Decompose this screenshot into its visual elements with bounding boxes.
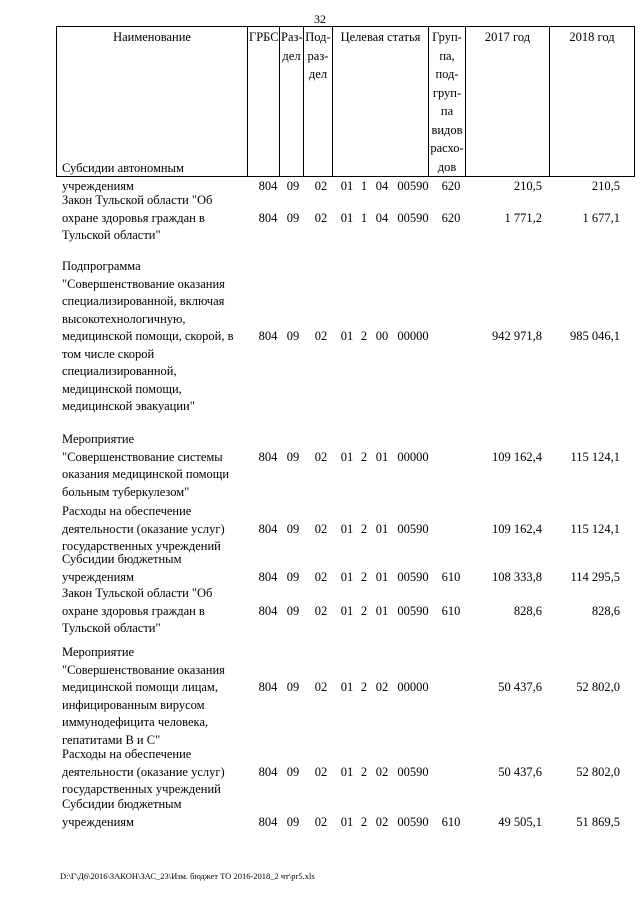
row-amount-2018: 115 124,1 <box>570 449 620 464</box>
row-target-direction: 00000 <box>397 449 429 464</box>
row-name: Расходы на обеспечение деятельности (оказание услуг) государственных учреждений <box>62 504 225 553</box>
row-target-direction: 00590 <box>397 603 429 618</box>
row-target-event: 01 <box>375 521 389 536</box>
row-amount-2018: 1 677,1 <box>582 210 620 225</box>
row-razdel: 09 <box>286 680 300 694</box>
row-target-program: 01 <box>340 680 354 694</box>
row-podrazdel: 02 <box>314 764 328 779</box>
row-grbs: 804 <box>258 764 278 779</box>
row-amount-2017: 210,5 <box>513 178 542 193</box>
row-amount-2018: 828,6 <box>591 603 620 618</box>
row-amount-2018: 52 802,0 <box>576 680 620 694</box>
row-razdel: 09 <box>286 521 300 536</box>
row-amount-2017: 50 437,6 <box>498 764 542 779</box>
row-expense-group: 620 <box>441 210 461 225</box>
row-target-event: 01 <box>375 603 389 618</box>
row-amount-2017: 50 437,6 <box>498 680 542 694</box>
row-amount-2017: 49 505,1 <box>498 814 542 829</box>
row-name: Субсидии автономным учреждениям <box>62 161 184 193</box>
row-podrazdel: 02 <box>314 178 328 193</box>
row-target-event: 02 <box>375 764 389 779</box>
row-grbs: 804 <box>258 569 278 584</box>
row-target-subprogram: 2 <box>360 329 368 343</box>
row-amount-2017: 1 771,2 <box>504 210 542 225</box>
row-amount-2018: 114 295,5 <box>570 569 620 584</box>
row-target-subprogram: 1 <box>360 210 368 225</box>
row-expense-group: 610 <box>441 569 461 584</box>
row-razdel: 09 <box>286 329 300 343</box>
row-name: Закон Тульской области "Об охране здоровья граждан в Тульской области" <box>62 586 213 635</box>
row-target-subprogram: 2 <box>360 569 368 584</box>
row-target-event: 00 <box>375 329 389 343</box>
row-razdel: 09 <box>286 764 300 779</box>
header-grbs: ГРБС <box>248 27 280 177</box>
row-name: Субсидии бюджетным учреждениям <box>62 552 182 584</box>
row-target-program: 01 <box>340 210 354 225</box>
row-amount-2018: 52 802,0 <box>576 764 620 779</box>
row-grbs: 804 <box>258 329 278 343</box>
row-target-event: 04 <box>375 210 389 225</box>
row-podrazdel: 02 <box>314 210 328 225</box>
row-target-event: 01 <box>375 449 389 464</box>
row-grbs: 804 <box>258 603 278 618</box>
row-podrazdel: 02 <box>314 569 328 584</box>
row-amount-2017: 942 971,8 <box>492 329 542 343</box>
row-razdel: 09 <box>286 814 300 829</box>
row-target-program: 01 <box>340 178 354 193</box>
row-target-program: 01 <box>340 449 354 464</box>
row-name: Субсидии бюджетным учреждениям <box>62 797 182 829</box>
row-target-program: 01 <box>340 569 354 584</box>
row-expense-group: 610 <box>441 603 461 618</box>
row-name: Мероприятие "Совершенствование оказания медицинской помощи лицам, инфицированным вирусом иммунодефицита человека, гепатитами В и С" <box>62 645 225 747</box>
row-target-direction: 00590 <box>397 521 429 536</box>
header-target: Целевая статья <box>333 27 429 177</box>
page-number: 32 <box>314 12 326 26</box>
row-razdel: 09 <box>286 569 300 584</box>
row-target-subprogram: 2 <box>360 521 368 536</box>
row-razdel: 09 <box>286 449 300 464</box>
row-target-program: 01 <box>340 329 354 343</box>
row-target-direction: 00590 <box>397 814 429 829</box>
row-name: Подпрограмма "Совершенствование оказания специализированной, включая высокотехнологичную, медицинской помощи, скорой, в том числе скорой специализированной, медицинской помощи, медицинской эвакуации" <box>62 259 234 413</box>
row-target-event: 04 <box>375 178 389 193</box>
row-target-direction: 00590 <box>397 178 429 193</box>
row-grbs: 804 <box>258 814 278 829</box>
row-expense-group: 610 <box>441 814 461 829</box>
row-target-event: 01 <box>375 569 389 584</box>
row-amount-2017: 109 162,4 <box>492 449 542 464</box>
row-expense-group: 620 <box>441 178 461 193</box>
row-amount-2017: 828,6 <box>513 603 542 618</box>
row-target-subprogram: 2 <box>360 449 368 464</box>
row-podrazdel: 02 <box>314 449 328 464</box>
row-grbs: 804 <box>258 178 278 193</box>
row-razdel: 09 <box>286 603 300 618</box>
row-podrazdel: 02 <box>314 680 328 694</box>
row-podrazdel: 02 <box>314 329 328 343</box>
row-grbs: 804 <box>258 449 278 464</box>
row-target-subprogram: 2 <box>360 603 368 618</box>
row-target-event: 02 <box>375 680 389 694</box>
row-target-subprogram: 2 <box>360 764 368 779</box>
row-amount-2017: 108 333,8 <box>492 569 542 584</box>
row-name: Закон Тульской области "Об охране здоровья граждан в Тульской области" <box>62 193 213 242</box>
header-2017: 2017 год <box>466 27 550 177</box>
header-podrazdel: Под- раз- дел <box>304 27 333 177</box>
row-target-program: 01 <box>340 764 354 779</box>
row-target-program: 01 <box>340 521 354 536</box>
row-amount-2018: 51 869,5 <box>576 814 620 829</box>
row-amount-2018: 115 124,1 <box>570 521 620 536</box>
row-razdel: 09 <box>286 178 300 193</box>
row-amount-2018: 210,5 <box>591 178 620 193</box>
row-razdel: 09 <box>286 210 300 225</box>
row-podrazdel: 02 <box>314 814 328 829</box>
header-razdel: Раз- дел <box>280 27 304 177</box>
row-target-direction: 00590 <box>397 569 429 584</box>
row-name: Расходы на обеспечение деятельности (оказание услуг) государственных учреждений <box>62 747 225 796</box>
row-amount-2017: 109 162,4 <box>492 521 542 536</box>
row-target-subprogram: 1 <box>360 178 368 193</box>
row-grbs: 804 <box>258 210 278 225</box>
row-target-direction: 00000 <box>397 329 429 343</box>
row-podrazdel: 02 <box>314 521 328 536</box>
row-target-direction: 00000 <box>397 680 429 694</box>
row-grbs: 804 <box>258 680 278 694</box>
table-header <box>56 26 635 177</box>
row-target-direction: 00590 <box>397 764 429 779</box>
row-target-subprogram: 2 <box>360 814 368 829</box>
row-grbs: 804 <box>258 521 278 536</box>
row-target-subprogram: 2 <box>360 680 368 694</box>
row-amount-2018: 985 046,1 <box>570 329 620 343</box>
row-name: Мероприятие "Совершенствование системы оказания медицинской помощи больным туберкулезом" <box>62 432 230 499</box>
header-2018: 2018 год <box>550 27 635 177</box>
row-target-program: 01 <box>340 814 354 829</box>
row-podrazdel: 02 <box>314 603 328 618</box>
row-target-program: 01 <box>340 603 354 618</box>
row-target-event: 02 <box>375 814 389 829</box>
header-name: Наименование <box>57 27 248 177</box>
header-group: Груп- па, под- груп- па видов расхо- дов <box>429 27 466 177</box>
row-target-direction: 00590 <box>397 210 429 225</box>
file-path-footer: D:\Г\Д6\2016\ЗАКОН\ЗАС_23\Изм. бюджет ТО 2016-2018_2 чт\pr5.xls <box>60 871 315 881</box>
